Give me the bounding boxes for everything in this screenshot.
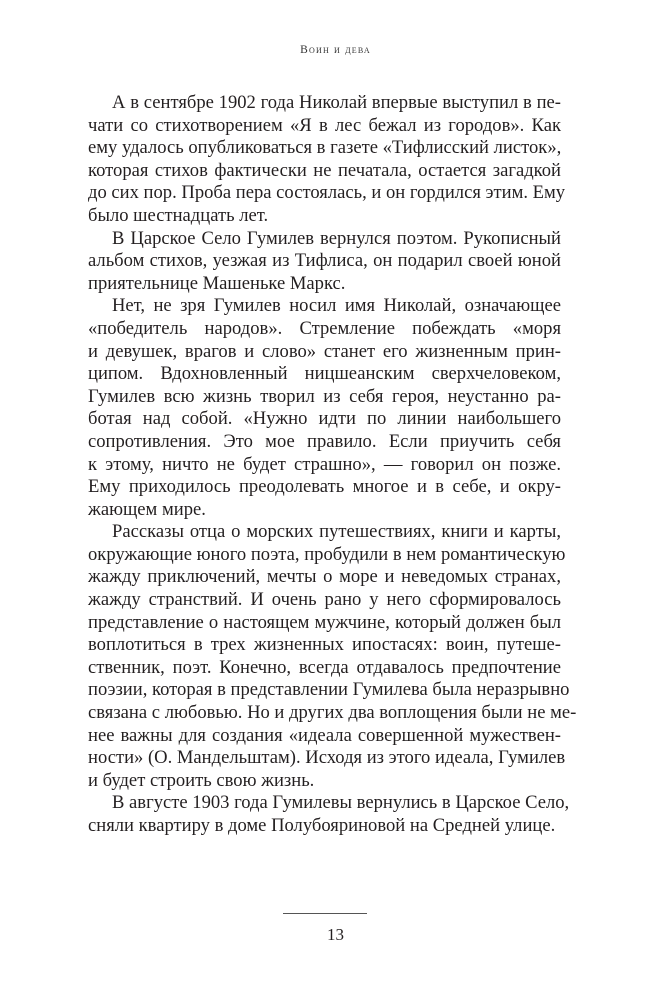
- text-line: представление о настоящем мужчине, который должен был: [88, 611, 561, 633]
- paragraph: [88, 792, 570, 837]
- text-line: альбом стихов, уезжая из Тифлиса, он подарил своей юной: [88, 250, 561, 272]
- paragraph: [88, 228, 561, 296]
- text-line: было шестнадцать лет.: [88, 204, 269, 226]
- text-line: ственник, поэт. Конечно, всегда отдавалось предпочтение: [88, 656, 561, 678]
- text-line: Рассказы отца о морских путешествиях, книги и карты,: [112, 521, 561, 543]
- page-number: 13: [327, 925, 344, 944]
- text-line: В Царское Село Гумилев вернулся поэтом. Рукописный: [112, 227, 561, 249]
- text-line: воплотиться в трех жизненных ипостасях: воин, путеше-: [88, 634, 561, 656]
- text-line: связана с любовью. Но и других два воплощения были не ме-: [88, 702, 577, 724]
- paragraph: [88, 295, 561, 521]
- text-line: и будет строить свою жизнь.: [88, 769, 315, 791]
- text-line: нее важны для создания «идеала совершенной мужествен-: [88, 724, 561, 746]
- paragraph: [88, 521, 577, 792]
- text-line: «победитель народов». Стремление побеждать «моря: [88, 317, 561, 339]
- text-line: А в сентябре 1902 года Николай впервые выступил в пе-: [112, 92, 561, 113]
- text-line: сопротивления. Это мое правило. Если приучить себя: [88, 430, 561, 452]
- paragraph: [88, 92, 566, 228]
- text-line: жажду приключений, мечты о море и неведомых странах,: [88, 566, 561, 588]
- text-line: Нет, не зря Гумилев носил имя Николай, означающее: [112, 295, 561, 317]
- text-line: Гумилев всю жизнь творил из себя героя, неустанно ра-: [88, 385, 561, 407]
- text-line: Ему приходилось преодолевать многое и в себе, и окру-: [88, 476, 561, 498]
- body-text: [88, 92, 577, 838]
- text-line: которая стихов фактически не печатала, остается загадкой: [88, 159, 561, 181]
- text-line: окружающие юного поэта, пробудили в нем романтическую: [88, 543, 566, 565]
- text-line: ципом. Вдохновленный ницшеанским сверхчеловеком,: [88, 363, 561, 385]
- text-line: сняли квартиру в доме Полубояриновой на Средней улице.: [88, 815, 556, 836]
- text-line: и девушек, врагов и слово» станет его жизненным прин-: [88, 340, 561, 362]
- footer-rule: [283, 913, 367, 914]
- text-line: ему удалось опубликоваться в газете «Тифлисский листок»,: [88, 137, 562, 159]
- text-line: приятельнице Машеньке Маркс.: [88, 272, 346, 294]
- text-line: чати со стихотворением «Я в лес бежал из городов». Как: [88, 114, 561, 136]
- text-line: до сих пор. Проба пера состоялась, и он гордился этим. Ему: [88, 182, 566, 204]
- text-line: поэзии, которая в представлении Гумилева была неразрывно: [88, 679, 570, 701]
- text-line: жающем мире.: [88, 498, 206, 520]
- running-head: Воин и дева: [300, 44, 371, 56]
- text-line: ботая над собой. «Нужно идти по линии наибольшего: [88, 408, 561, 430]
- text-line: жажду странствий. И очень рано у него сформировалось: [88, 589, 561, 611]
- text-line: к этому, ничто не будет страшно», — говорил он позже.: [88, 453, 561, 475]
- text-line: ности» (О. Мандельштам). Исходя из этого идеала, Гумилев: [88, 747, 566, 769]
- text-line: В августе 1903 года Гумилевы вернулись в Царское Село,: [112, 792, 570, 814]
